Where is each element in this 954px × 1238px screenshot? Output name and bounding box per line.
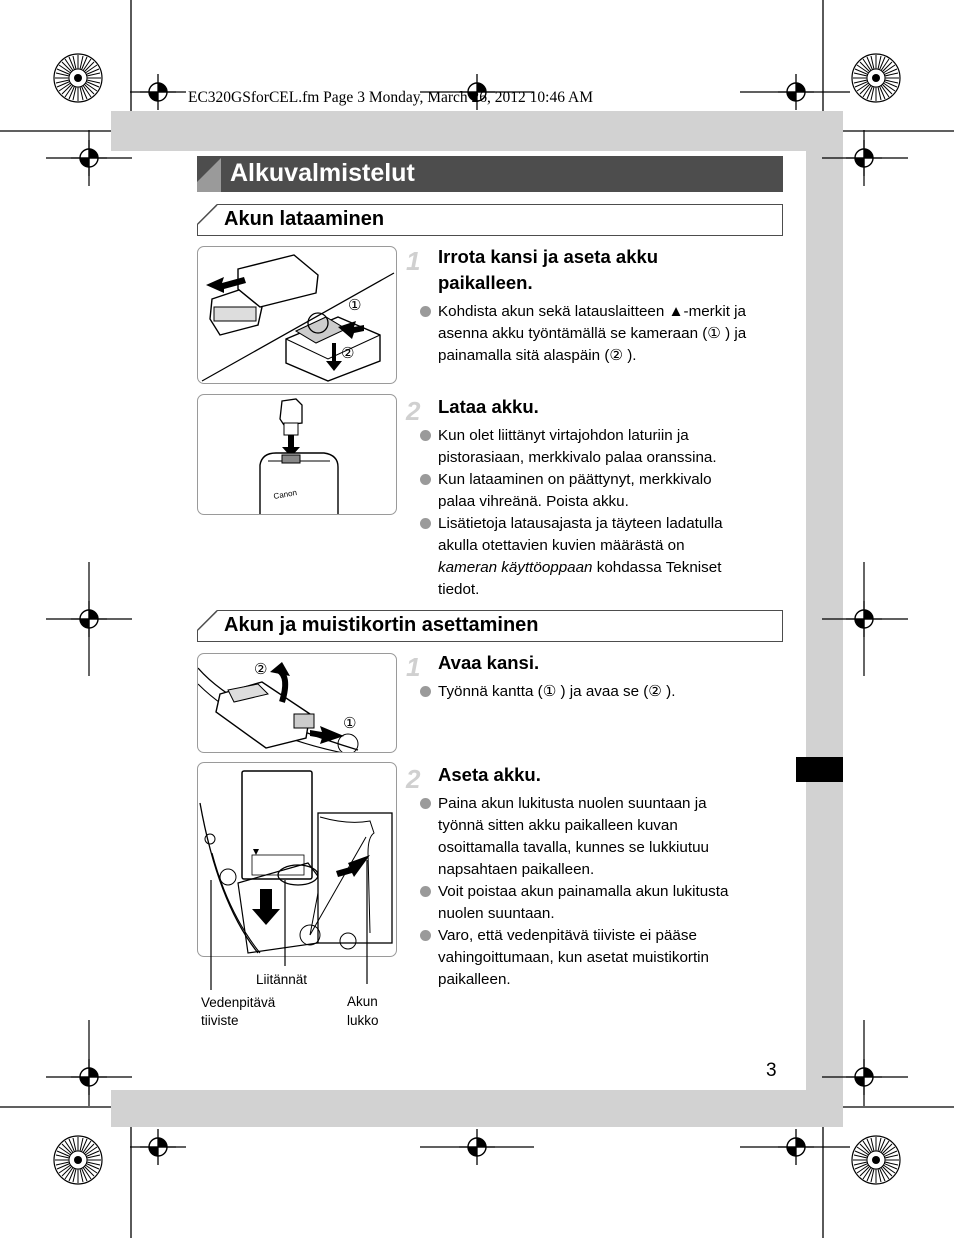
step-number: 1 — [406, 652, 421, 682]
charger-illustration — [198, 247, 397, 384]
bullet-icon — [420, 930, 431, 941]
label-battery-lock: lukko — [347, 1013, 379, 1028]
bullet-text: napsahtaen paikalleen. — [438, 861, 595, 878]
bullet-icon — [420, 430, 431, 441]
manual-reference: kameran käyttöoppaan — [438, 559, 593, 576]
bullet-text: akulla otettavien kuvien määrästä on — [438, 537, 685, 554]
label-battery-lock: Akun — [347, 994, 378, 1009]
step-number: 1 — [406, 246, 421, 276]
label-seal: Vedenpitävä — [201, 995, 276, 1010]
bullet-icon — [420, 518, 431, 529]
figure-charge-battery — [197, 394, 397, 515]
title-bar-corner — [197, 156, 223, 192]
bullet-text: Kohdista akun sekä latauslaitteen ▲-merkit ja — [438, 303, 746, 320]
step-number: 2 — [406, 396, 421, 426]
bullet-text: Kun olet liittänyt virtajohdon laturiin ja — [438, 427, 689, 444]
bullet-text: asenna akku työntämällä se kameraan (① ) ja — [438, 325, 747, 342]
figure-circle-1: ① — [343, 715, 357, 732]
svg-text:Canon: Canon — [272, 488, 298, 501]
page-number: 3 — [766, 1060, 777, 1081]
bullet-text-mixed — [438, 557, 721, 579]
section-heading-corner — [197, 204, 219, 236]
bullet-text: osoittamalla tavalla, kunnes se lukkiutuu — [438, 839, 709, 856]
step-title: Irrota kansi ja aseta akku — [438, 246, 659, 267]
print-file-header: EC320GSforCEL.fm Page 3 Monday, March 26, 2012 10:46 AM — [188, 89, 593, 106]
label-connectors: Liitännät — [256, 972, 308, 987]
bullet-text: pistorasiaan, merkkivalo palaa oranssina. — [438, 449, 717, 466]
step-title: paikalleen. — [438, 272, 533, 293]
step-title: Lataa akku. — [438, 396, 539, 417]
bullet-text: nuolen suuntaan. — [438, 905, 555, 922]
section-heading-insert: Akun ja muistikortin asettaminen — [224, 614, 539, 636]
figure-circle-1: ① — [348, 297, 362, 314]
section-heading-charging: Akun lataaminen — [224, 208, 385, 230]
bullet-text: palaa vihreänä. Poista akku. — [438, 493, 629, 510]
bullet-icon — [420, 686, 431, 697]
charger-plug-illustration — [198, 395, 397, 515]
label-seal: tiiviste — [201, 1013, 239, 1028]
bullet-text: Työnnä kantta (① ) ja avaa se (② ). — [438, 683, 676, 700]
bullet-text: Lisätietoja latausajasta ja täyteen ladatulla — [438, 515, 723, 532]
section-heading-corner — [197, 610, 219, 642]
bullet-text: vahingoittumaan, kun asetat muistikortin — [438, 949, 709, 966]
bullet-text: työnnä sitten akku paikalleen kuvan — [438, 817, 678, 834]
step-number: 2 — [406, 764, 421, 794]
bullet-icon — [420, 798, 431, 809]
figure-open-cover — [197, 653, 397, 753]
bullet-text: Voit poistaa akun painamalla akun lukitusta — [438, 883, 729, 900]
step-title: Aseta akku. — [438, 764, 541, 785]
bullet-text: tiedot. — [438, 581, 480, 598]
bullet-text: kohdassa Tekniset — [592, 559, 722, 576]
bullet-text: Kun lataaminen on päättynyt, merkkivalo — [438, 471, 712, 488]
bullet-icon — [420, 306, 431, 317]
cover-illustration — [198, 654, 397, 753]
bullet-text: paikalleen. — [438, 971, 511, 988]
bullet-icon — [420, 474, 431, 485]
chapter-thumb-tab — [796, 757, 843, 782]
bullet-text: Varo, että vedenpitävä tiiviste ei pääse — [438, 927, 697, 944]
bullet-text: painamalla sitä alaspäin (② ). — [438, 347, 637, 364]
figure-circle-2: ② — [254, 661, 268, 678]
chapter-title: Alkuvalmistelut — [230, 159, 415, 187]
figure-circle-2: ② — [341, 345, 355, 362]
bullet-text: Paina akun lukitusta nuolen suuntaan ja — [438, 795, 707, 812]
figure-insert-battery — [197, 246, 397, 384]
bullet-icon — [420, 886, 431, 897]
step-title: Avaa kansi. — [438, 652, 540, 673]
